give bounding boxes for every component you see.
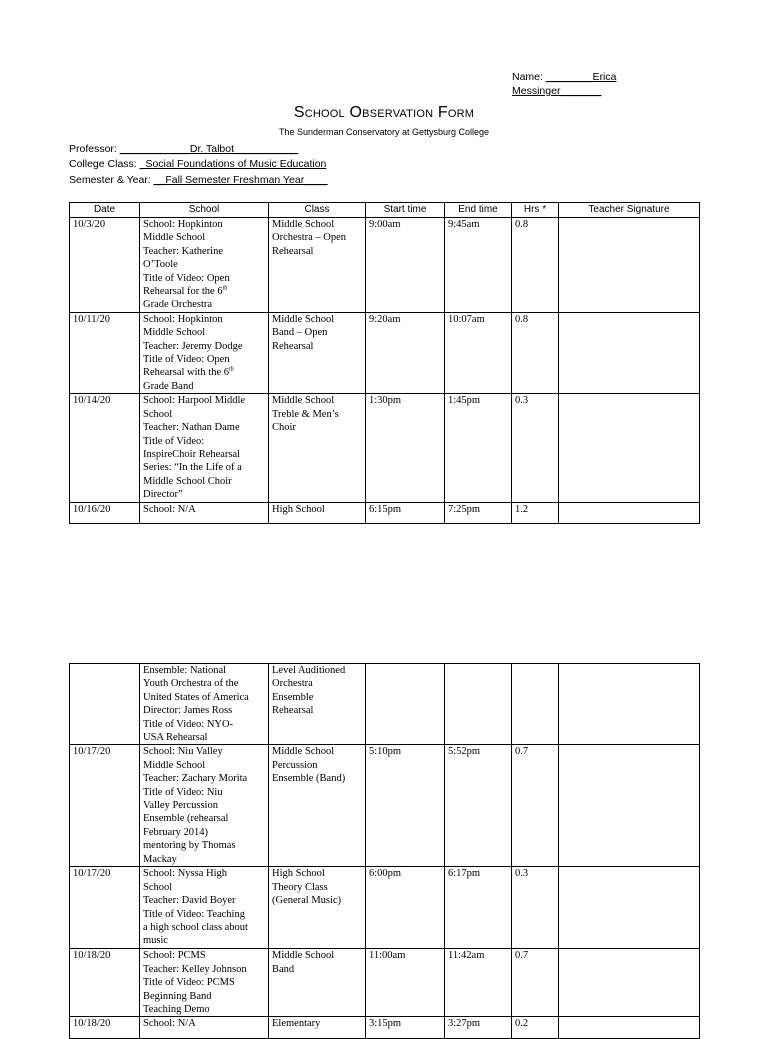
semester-label: Semester & Year:: [69, 174, 154, 186]
college-class-value: _Social Foundations of Music Education: [139, 158, 327, 170]
school-text: School: Hopkinton Middle School Teacher: Katherine O’Toole Title of Video: Open Rehearsal for the 6: [143, 219, 230, 298]
college-class-line: [69, 157, 326, 171]
start-time-cell: 3:15pm: [366, 1017, 445, 1039]
end-time-cell: 9:45am: [445, 218, 512, 313]
signature-cell[interactable]: [559, 745, 700, 867]
hrs-cell: 0.7: [512, 745, 559, 867]
table-row: [70, 394, 700, 502]
class-cell: Middle School Treble & Men’s Choir: [269, 394, 366, 502]
col-header-class: Class: [269, 203, 366, 218]
class-cell: High School: [269, 502, 366, 523]
start-time-cell: 1:30pm: [366, 394, 445, 502]
end-time-cell: [445, 664, 512, 745]
table-row: [70, 218, 700, 313]
table-row: [70, 312, 700, 393]
table-row: [70, 664, 700, 745]
date-cell: 10/17/20: [70, 867, 140, 949]
title-orm: orm: [447, 104, 475, 121]
start-time-cell: 11:00am: [366, 949, 445, 1017]
name-label: Name:: [512, 71, 546, 83]
observation-table-1: [69, 202, 700, 524]
end-time-cell: 3:27pm: [445, 1017, 512, 1039]
date-cell: 10/18/20: [70, 949, 140, 1017]
school-text: School: Hopkinton Middle School Teacher: Jeremy Dodge Title of Video: Open Rehearsal with the 6: [143, 313, 243, 379]
signature-cell[interactable]: [559, 502, 700, 523]
table-row: [70, 949, 700, 1017]
school-cell: [140, 394, 269, 502]
school-cell: [140, 312, 269, 393]
date-cell: 10/3/20: [70, 218, 140, 313]
school-cell: School: N/A: [140, 1017, 269, 1039]
semester-line: [69, 173, 328, 187]
start-time-cell: 6:00pm: [366, 867, 445, 949]
end-time-cell: 5:52pm: [445, 745, 512, 867]
ordinal-suffix: th: [222, 285, 228, 292]
class-cell: Middle School Percussion Ensemble (Band): [269, 745, 366, 867]
start-time-cell: 6:15pm: [366, 502, 445, 523]
school-cell: School: Niu Valley Middle School Teacher: Zachary Morita Title of Video: Niu Valley Percussion Ensemble (rehearsal February 2014) mentoring by Thomas Mackay: [140, 745, 269, 867]
start-time-cell: [366, 664, 445, 745]
signature-cell[interactable]: [559, 312, 700, 393]
date-cell: 10/14/20: [70, 394, 140, 502]
school-cell: School: PCMS Teacher: Kelley Johnson Title of Video: PCMS Beginning Band Teaching Demo: [140, 949, 269, 1017]
college-class-label: College Class:: [69, 158, 140, 170]
end-time-cell: 1:45pm: [445, 394, 512, 502]
table-row: [70, 745, 700, 867]
school-cell: Ensemble: National Youth Orchestra of the United States of America Director: James Ross Title of Video: NYO- USA Rehearsal: [140, 664, 269, 745]
form-title: [0, 104, 768, 122]
col-header-hrs: Hrs *: [512, 203, 559, 218]
title-bservation: bservation: [362, 104, 438, 121]
table-header-row: [70, 203, 700, 218]
table-row: [70, 502, 700, 523]
signature-cell[interactable]: [559, 1017, 700, 1039]
end-time-cell: 7:25pm: [445, 502, 512, 523]
hrs-cell: 0.2: [512, 1017, 559, 1039]
end-time-cell: 11:42am: [445, 949, 512, 1017]
professor-value: ____________Dr. Talbot___________: [119, 143, 299, 155]
semester-value: __Fall Semester Freshman Year____: [153, 174, 328, 186]
table-row: [70, 867, 700, 949]
col-header-end-time: End time: [445, 203, 512, 218]
hrs-cell: 0.3: [512, 394, 559, 502]
col-header-date: Date: [70, 203, 140, 218]
school-cell: School: Nyssa High School Teacher: David Boyer Title of Video: Teaching a high school class about music: [140, 867, 269, 949]
title-o: O: [349, 104, 363, 121]
date-cell: 10/17/20: [70, 745, 140, 867]
hrs-cell: [512, 664, 559, 745]
date-cell: 10/16/20: [70, 502, 140, 523]
observation-table-2: [69, 663, 700, 1039]
date-cell: 10/11/20: [70, 312, 140, 393]
title-f: F: [437, 104, 448, 121]
title-s: S: [293, 104, 305, 121]
class-cell: Elementary: [269, 1017, 366, 1039]
class-cell: Middle School Orchestra – Open Rehearsal: [269, 218, 366, 313]
class-cell: Level Auditioned Orchestra Ensemble Rehearsal: [269, 664, 366, 745]
start-time-cell: 5:10pm: [366, 745, 445, 867]
title-chool: chool: [304, 104, 350, 121]
hrs-cell: 0.7: [512, 949, 559, 1017]
school-text-cont: Grade Band: [143, 380, 194, 392]
date-cell: [70, 664, 140, 745]
hrs-cell: 0.8: [512, 218, 559, 313]
hrs-cell: 0.8: [512, 312, 559, 393]
signature-cell[interactable]: [559, 394, 700, 502]
professor-label: Professor:: [69, 143, 120, 155]
col-header-start-time: Start time: [366, 203, 445, 218]
school-text: School: Harpool Middle School Teacher: Nathan Dame Title of Video: InspireChoir Rehearsal Series: “In the Life of a Middle School Choir Director”: [143, 395, 246, 501]
start-time-cell: 9:00am: [366, 218, 445, 313]
date-cell: 10/18/20: [70, 1017, 140, 1039]
col-header-teacher-signature: Teacher Signature: [559, 203, 700, 218]
class-cell: High School Theory Class (General Music): [269, 867, 366, 949]
hrs-cell: 1.2: [512, 502, 559, 523]
student-name-line: [512, 70, 702, 98]
hrs-cell: 0.3: [512, 867, 559, 949]
signature-cell[interactable]: [559, 867, 700, 949]
end-time-cell: 10:07am: [445, 312, 512, 393]
class-cell: Middle School Band – Open Rehearsal: [269, 312, 366, 393]
class-cell: Middle School Band: [269, 949, 366, 1017]
form-subtitle: The Sunderman Conservatory at Gettysburg College: [278, 127, 490, 137]
end-time-cell: 6:17pm: [445, 867, 512, 949]
professor-line: [69, 142, 298, 156]
school-cell: [140, 218, 269, 313]
ordinal-suffix: th: [229, 366, 234, 373]
name-value: ________Erica Messinger_______: [512, 71, 617, 97]
signature-cell[interactable]: [559, 218, 700, 313]
signature-cell[interactable]: [559, 949, 700, 1017]
col-header-school: School: [140, 203, 269, 218]
signature-cell[interactable]: [559, 664, 700, 745]
table-row: [70, 1017, 700, 1039]
school-text-cont: Grade Orchestra: [143, 299, 213, 311]
start-time-cell: 9:20am: [366, 312, 445, 393]
school-cell: School: N/A: [140, 502, 269, 523]
